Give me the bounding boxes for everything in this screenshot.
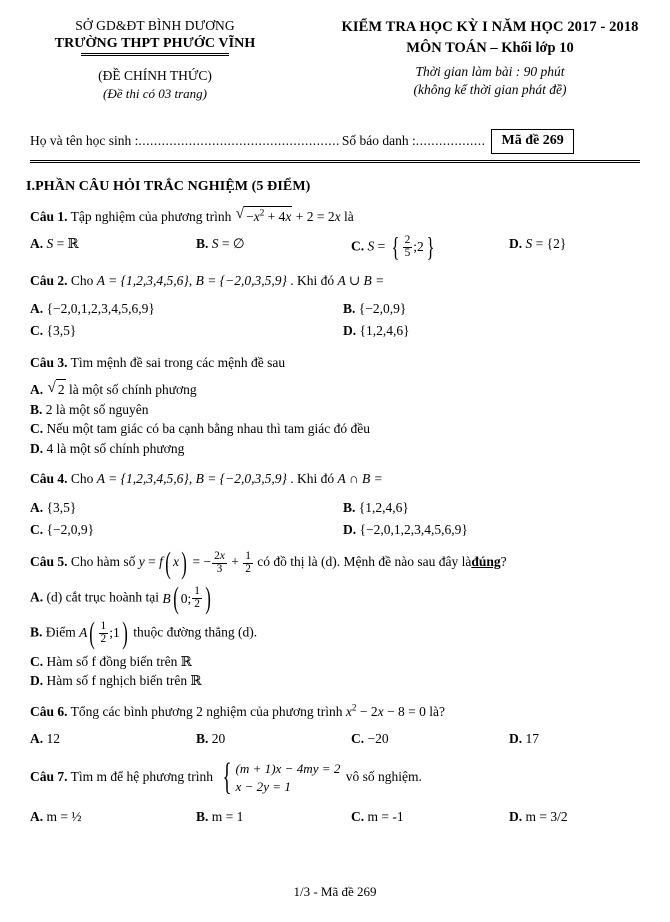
option-key: C.	[351, 731, 365, 747]
option-key: D.	[343, 323, 357, 339]
document-header	[0, 0, 670, 103]
question-1-equation: √ $-x^2 + 4x + 2 = 2x$	[235, 209, 344, 224]
question-2-set-b: B = {−2,0,3,5,9}	[195, 272, 287, 288]
header-right-block	[310, 18, 670, 103]
option-d-text: m = 3/2	[525, 808, 568, 824]
system-equation-2: x − 2y = 1	[235, 778, 291, 794]
question-7-label: Câu 7.	[30, 768, 68, 784]
option-key: A.	[30, 731, 44, 747]
question-2-options	[30, 298, 656, 341]
option-b-text: 2 là một số nguyên	[45, 401, 149, 417]
exam-subject: MÔN TOÁN – Khối lớp 10	[406, 39, 574, 56]
option-d-text: {−2,0,1,2,3,4,5,6,9}	[359, 521, 468, 537]
question-6-options	[30, 730, 656, 749]
question-6-option-c[interactable]	[351, 730, 509, 749]
option-c-text: {3,5}	[46, 323, 77, 339]
question-6-stem-post: là?	[429, 703, 445, 719]
option-d-text: 17	[525, 731, 539, 747]
question-2-option-b[interactable]	[343, 298, 656, 320]
question-7-stem-post: vô số nghiệm.	[345, 768, 422, 784]
option-key: D.	[509, 236, 523, 252]
option-key: C.	[30, 521, 44, 537]
option-key: A.	[30, 382, 44, 398]
question-4-option-d[interactable]	[343, 519, 656, 541]
question-5-stem	[30, 545, 656, 580]
option-a-text: là một số chính phương	[68, 382, 197, 398]
student-id-blank[interactable]: ..................	[415, 133, 486, 148]
option-key: C.	[30, 653, 44, 669]
exam-code-badge: Mã đề 269	[491, 129, 573, 154]
question-7-system: { (m + 1)x − 4my = 2 x − 2y = 1	[222, 755, 341, 798]
point-b-coords: B ( 0; $\frac{1}{2}$ )	[162, 580, 211, 615]
option-key: B.	[343, 500, 356, 515]
question-5-function: y = f( x) = − $\frac{2x}{3}$ + $\frac{1}{2}$	[138, 545, 251, 580]
option-b-text: 20	[211, 731, 226, 747]
option-a-text: S	[46, 236, 54, 252]
question-4-stem: Câu 4. Cho A = {1,2,3,4,5,6}, B = {−2,0,3,5,9} . Khi đó A ∩ B =	[30, 471, 383, 487]
question-3	[30, 353, 670, 459]
option-b-text: {1,2,4,6}	[358, 500, 409, 515]
question-1-option-a[interactable]: A. S = ℝ	[30, 236, 79, 253]
question-4-option-a[interactable]	[30, 497, 343, 519]
system-equation-1: (m + 1)x − 4my = 2	[235, 761, 341, 777]
question-3-label: Câu 3.	[30, 354, 68, 370]
question-7-option-c[interactable]	[351, 808, 509, 827]
question-5-options	[30, 580, 656, 691]
exam-title: KIỂM TRA HỌC KỲ I NĂM HỌC 2017 - 2018	[341, 19, 639, 35]
school-name-rule	[81, 53, 229, 56]
exam-duration: Thời gian làm bài : 90 phút	[415, 63, 565, 79]
option-a-text: {3,5}	[46, 500, 77, 515]
option-key: B.	[196, 731, 209, 747]
student-name-label: Họ và tên học sinh :	[30, 133, 139, 148]
option-c-text: m = -1	[367, 808, 404, 824]
option-b-pre: Điểm	[45, 624, 76, 640]
question-2-operation: A ∪ B =	[337, 272, 385, 288]
option-d-text: S = {2}	[525, 236, 567, 252]
question-3-option-b[interactable]	[30, 400, 656, 420]
page-count-note: (Đề thi có 03 trang)	[103, 86, 207, 102]
question-5-stem-pre: Cho hàm số	[70, 554, 136, 570]
question-4	[30, 469, 670, 540]
question-1-stem	[30, 206, 656, 227]
question-2-option-a[interactable]	[30, 298, 343, 320]
question-1	[30, 206, 670, 263]
option-key: B.	[196, 808, 209, 824]
question-4-option-b[interactable]	[343, 497, 656, 519]
question-7	[30, 755, 670, 826]
option-key: C.	[30, 421, 44, 437]
question-5-emphasis: đúng	[471, 554, 501, 570]
exam-duration-note: (không kể thời gian phát đề)	[413, 82, 567, 98]
option-key: B.	[30, 624, 43, 640]
question-6-stem	[30, 702, 656, 722]
question-6-equation: $x^2 - 2x - 8 = 0$	[345, 702, 430, 719]
question-4-option-c[interactable]	[30, 519, 343, 541]
question-3-option-c[interactable]	[30, 419, 656, 439]
question-2-set-a: A = {1,2,3,4,5,6}	[96, 272, 189, 288]
question-5-stem-end: ?	[500, 554, 507, 570]
question-4-options	[30, 497, 656, 540]
point-a-coords: A ( $\frac{1}{2}$ ;1 )	[79, 615, 128, 650]
option-key: A.	[30, 589, 44, 605]
department-name: SỞ GD&ĐT BÌNH DƯƠNG	[75, 18, 235, 33]
question-3-stem	[30, 353, 656, 373]
option-key: B.	[30, 401, 43, 417]
option-a-text: (d) cắt trục hoành tại	[46, 589, 159, 605]
question-5-option-d[interactable]	[30, 671, 656, 691]
question-7-option-d[interactable]	[509, 808, 656, 827]
header-divider	[30, 160, 640, 163]
question-7-options	[30, 808, 656, 827]
school-name: TRƯỜNG THPT PHƯỚC VĨNH	[54, 35, 256, 51]
official-label: (ĐỀ CHÍNH THỨC)	[98, 68, 212, 84]
question-7-stem-pre: Tìm m để hệ phương trình	[70, 768, 213, 784]
question-1-stem-pre: Tập nghiệm của phương trình	[70, 208, 232, 224]
option-c-set: { $\frac{2}{5}$ ;2 }	[391, 232, 435, 263]
option-c-text: {−2,0,9}	[46, 521, 95, 537]
question-3-option-d[interactable]	[30, 439, 656, 459]
option-key: C.	[30, 323, 44, 339]
question-1-options	[30, 232, 656, 263]
option-key: D.	[509, 731, 523, 747]
question-2-option-d[interactable]	[343, 320, 656, 342]
option-key: D.	[509, 808, 523, 824]
question-4-label: Câu 4.	[30, 471, 68, 487]
page-footer: 1/3 - Mã đề 269	[293, 884, 377, 899]
question-6-stem-pre: Tổng các bình phương 2 nghiệm của phương trình	[70, 703, 343, 719]
option-b-post: thuộc đường thẳng (d).	[133, 624, 258, 640]
question-7-stem	[30, 755, 656, 798]
question-6	[30, 702, 670, 749]
question-5-option-b[interactable]	[30, 615, 656, 650]
section-heading: I.PHẦN CÂU HỎI TRẮC NGHIỆM (5 ĐIỂM)	[26, 178, 311, 194]
option-a-text: {−2,0,1,2,3,4,5,6,9}	[46, 301, 155, 317]
question-6-option-a[interactable]	[30, 730, 196, 749]
question-5-stem-post: có đồ thị là (d). Mệnh đề nào sau đây là	[257, 554, 472, 570]
question-5-label: Câu 5.	[30, 554, 68, 570]
question-6-option-b[interactable]	[196, 730, 351, 749]
option-key: D.	[30, 440, 44, 456]
option-a-text: m = ½	[46, 808, 82, 824]
question-1-option-c[interactable]: C. S = { $\frac{2}{5}$ ;2 }	[351, 235, 509, 260]
question-6-option-d[interactable]	[509, 730, 656, 749]
question-7-option-b[interactable]	[196, 808, 351, 827]
option-key: A.	[30, 500, 44, 515]
option-d-text: Hàm số f nghịch biến trên ℝ	[46, 673, 202, 689]
header-left-block	[0, 18, 310, 103]
option-b-text: S	[211, 236, 219, 252]
option-a-text: 12	[46, 731, 60, 747]
question-4-set-b: B = {−2,0,3,5,9}	[195, 471, 287, 487]
option-key: A.	[30, 808, 44, 824]
option-b-text: {−2,0,9}	[358, 301, 407, 317]
student-info-row	[0, 129, 670, 154]
question-6-label: Câu 6.	[30, 703, 68, 719]
question-4-stem-pre: Cho	[70, 471, 94, 487]
student-id-label: Số báo danh :	[341, 133, 416, 148]
question-1-label: Câu 1.	[30, 208, 68, 224]
sqrt-two: √ 2	[48, 379, 66, 400]
student-name-blank[interactable]: ....................................................	[138, 133, 340, 148]
option-key: A.	[30, 236, 44, 252]
question-1-option-d[interactable]	[509, 235, 656, 260]
question-5	[30, 545, 670, 691]
question-1-option-b[interactable]: B. S = ∅	[196, 236, 245, 252]
option-key: C.	[351, 808, 365, 824]
question-2	[30, 271, 670, 342]
option-d-text: {1,2,4,6}	[359, 323, 410, 339]
question-2-stem-pre: Cho	[70, 272, 94, 288]
question-2-stem: Câu 2. Cho A = {1,2,3,4,5,6}, B = {−2,0,3,5,9} . Khi đó A ∪ B =	[30, 272, 385, 288]
option-b-text: m = 1	[211, 808, 244, 824]
question-5-option-c[interactable]	[30, 652, 656, 672]
question-2-stem-mid: . Khi đó	[290, 272, 335, 288]
question-4-set-a: A = {1,2,3,4,5,6}	[96, 471, 189, 487]
option-c-text: Hàm số f đồng biến trên ℝ	[46, 653, 192, 669]
option-key: A.	[30, 301, 44, 317]
question-2-option-c[interactable]	[30, 320, 343, 342]
option-d-text: 4 là một số chính phương	[46, 440, 185, 456]
question-3-option-a[interactable]	[30, 379, 656, 400]
option-key: B.	[343, 301, 356, 317]
option-key: D.	[30, 673, 44, 689]
question-5-option-a[interactable]	[30, 580, 656, 615]
option-c-text: −20	[367, 731, 389, 747]
option-c-text: Nếu một tam giác có ba cạnh bằng nhau thì tam giác đó đều	[46, 421, 371, 437]
question-7-option-a[interactable]	[30, 808, 196, 827]
option-key: C.	[351, 238, 365, 254]
question-4-stem-mid: . Khi đó	[290, 471, 335, 487]
option-key: B.	[196, 236, 209, 252]
question-3-stem-text: Tìm mệnh đề sai trong các mệnh đề sau	[70, 354, 286, 370]
question-4-operation: A ∩ B =	[337, 471, 383, 487]
option-key: D.	[343, 521, 357, 537]
question-2-label: Câu 2.	[30, 272, 68, 288]
question-3-options	[30, 379, 656, 458]
question-1-stem-post: là	[344, 208, 354, 224]
